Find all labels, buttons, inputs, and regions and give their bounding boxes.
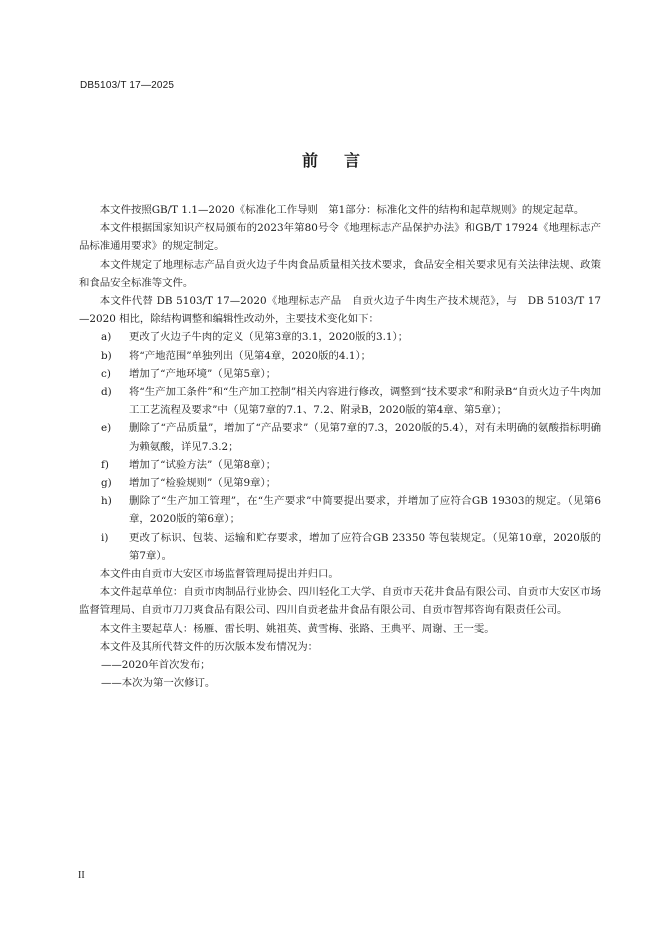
list-item	[79, 456, 601, 474]
list-item	[79, 383, 601, 419]
page-title: 前言	[301, 151, 386, 170]
list-item-text: 增加了“检验规则”（见第9章）；	[129, 477, 277, 490]
paragraph-history-intro: 本文件及其所代替文件的历次版本发布情况为：	[99, 640, 318, 653]
changes-list	[79, 328, 601, 565]
page-number: II	[78, 870, 85, 881]
list-item-label: c)	[101, 367, 111, 380]
list-item-text: 将“产地范围”单独列出（见第4章，2020版的4.1）；	[129, 349, 372, 362]
history-item: ——本次为第一次修订。	[101, 677, 216, 690]
list-item-text: 将“生产加工条件”和“生产加工控制”相关内容进行修改，调整到“技术要求”和附录B“自贡火边子牛肉加工工艺流程及要求”中（见第7章的7.1、7.2、附录B，2020版的第4章、第5章）；	[129, 386, 601, 417]
paragraph-legal-basis: 本文件根据国家知识产权局颁布的2023年第80号令《地理标志产品保护办法》和GB/T 17924《地理标志产品标准通用要求》的规定制定。	[79, 222, 601, 253]
document-id: DB5103/T 17—2025	[80, 80, 175, 91]
paragraph-drafting-rules: 本文件按照GB/T 1.1—2020《标准化工作导则 第1部分：标准化文件的结构和起草规则》的规定起草。	[99, 204, 585, 216]
list-item-label: f)	[101, 458, 109, 471]
list-item	[79, 365, 601, 383]
list-item-label: b)	[101, 349, 112, 362]
list-item-label: h)	[101, 495, 112, 508]
list-item-label: a)	[101, 331, 112, 344]
history-item: ——2020年首次发布；	[101, 659, 211, 672]
list-item-text: 更改了火边子牛肉的定义（见第3章的3.1，2020版的3.1）；	[129, 331, 409, 344]
list-item-label: g)	[101, 477, 112, 490]
paragraph-replacement: 本文件代替 DB 5103/T 17—2020《地理标志产品 自贡火边子牛肉生产技术规范》，与 DB 5103/T 17—2020 相比，除结构调整和编辑性改动外，主要技术变化如下：	[79, 295, 601, 326]
list-item	[79, 474, 601, 492]
list-item	[79, 529, 601, 565]
list-item	[79, 492, 601, 528]
paragraph-drafting-units: 本文件起草单位：自贡市肉制品行业协会、四川轻化工大学、自贡市天花井食品有限公司、自贡市大安区市场监督管理局、自贡市刀刀爽食品有限公司、四川自贡老盐井食品有限公司、自贡市智邦咨询有限责任公司。	[79, 586, 601, 617]
list-item-text: 增加了“试验方法”（见第8章）；	[129, 458, 277, 471]
list-item-text: 删除了“生产加工管理”，在“生产要求”中简要提出要求，并增加了应符合GB 19303的规定。（见第6章，2020版的第6章）；	[129, 495, 601, 526]
list-item	[79, 328, 601, 346]
list-item-text: 更改了标识、包装、运输和贮存要求，增加了应符合GB 23350 等包装规定。（见第10章，2020版的第7章）。	[129, 531, 601, 562]
list-item	[79, 419, 601, 455]
list-item-label: e)	[101, 422, 112, 435]
paragraph-scope: 本文件规定了地理标志产品自贡火边子牛肉食品质量相关技术要求，食品安全相关要求见有关法律法规、政策和食品安全标准等文件。	[79, 258, 601, 289]
list-item-text: 删除了“产品质量”，增加了“产品要求”（见第7章的7.3，2020版的5.4），对有未明确的氨酸指标明确为赖氨酸，详见7.3.2；	[129, 422, 601, 453]
list-item-text: 增加了“产地环境”（见第5章）；	[129, 367, 277, 380]
list-item-label: d)	[101, 386, 112, 399]
paragraph-drafters: 本文件主要起草人：杨雁、雷长明、姚祖英、黄雪梅、张路、王典平、周谢、王一雯。	[99, 622, 495, 635]
list-item	[79, 347, 601, 365]
paragraph-proposer: 本文件由自贡市大安区市场监督管理局提出并归口。	[99, 568, 339, 581]
list-item-label: i)	[101, 531, 109, 544]
foreword-body	[79, 201, 601, 692]
